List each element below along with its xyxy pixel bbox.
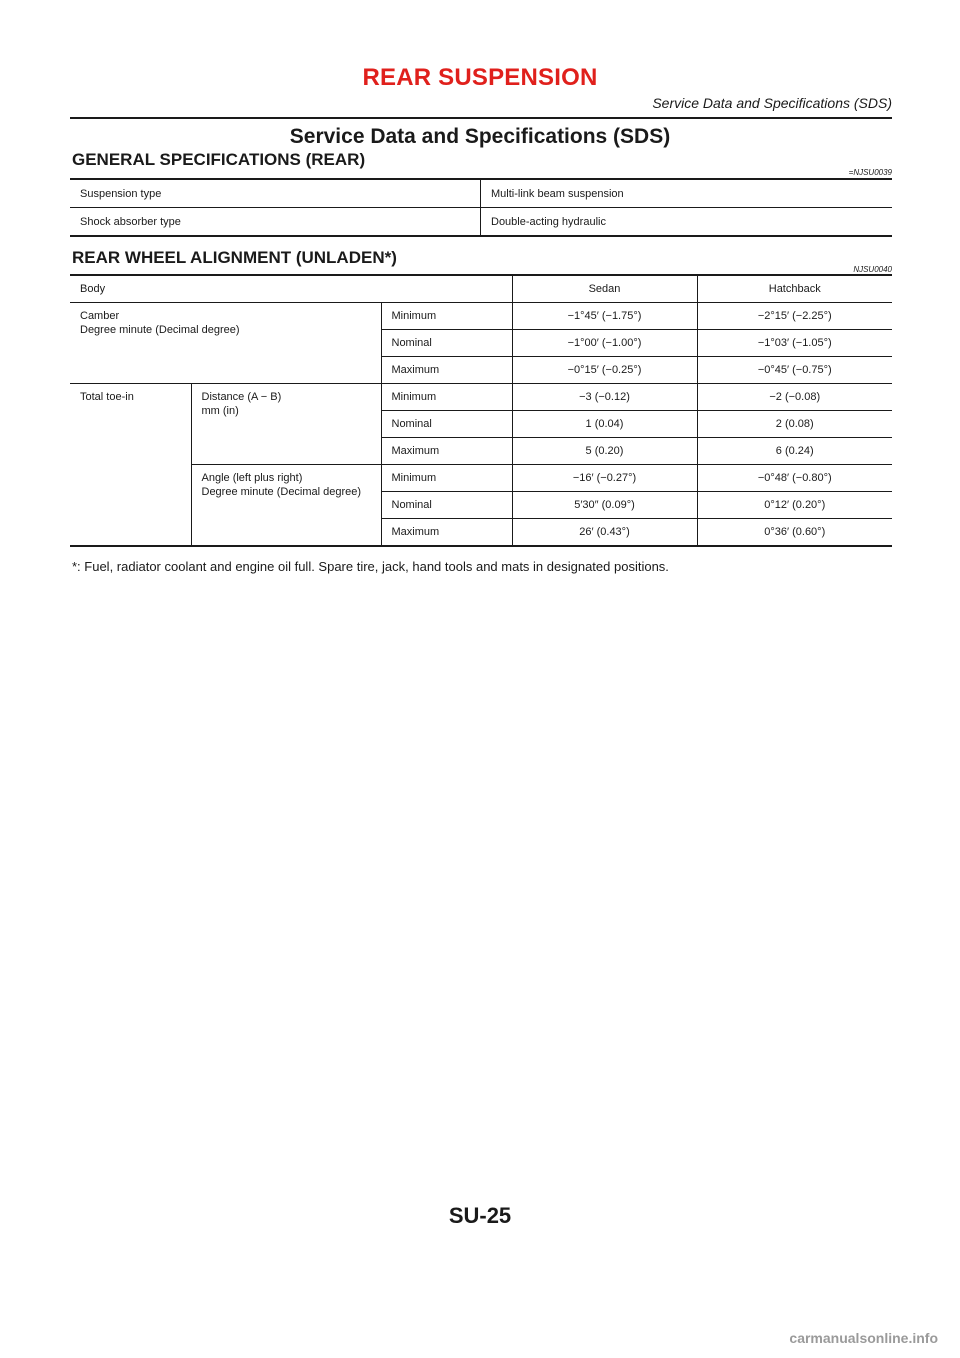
table-header-row (70, 276, 892, 303)
row-label: Nominal (381, 492, 512, 519)
row-label: Minimum (381, 303, 512, 330)
alignment-table (70, 276, 892, 547)
spec-label: Suspension type (70, 180, 481, 208)
table-row (70, 180, 892, 208)
hatchback-value: 0°36′ (0.60°) (697, 519, 892, 547)
hatchback-value: −2°15′ (−2.25°) (697, 303, 892, 330)
hatchback-value: −0°48′ (−0.80°) (697, 465, 892, 492)
table-row (70, 465, 892, 492)
row-label: Minimum (381, 465, 512, 492)
page-header-subtitle: Service Data and Specifications (SDS) (652, 95, 892, 111)
row-label: Nominal (381, 330, 512, 357)
header-divider (70, 117, 892, 119)
footnote: *: Fuel, radiator coolant and engine oil full. Spare tire, jack, hand tools and mats in designated positions. (72, 559, 669, 574)
general-specs-heading: GENERAL SPECIFICATIONS (REAR) (72, 150, 366, 169)
general-specs-table (70, 180, 892, 237)
sedan-value: −0°15′ (−0.25°) (512, 357, 697, 384)
table-row (70, 303, 892, 330)
sedan-value: −3 (−0.12) (512, 384, 697, 411)
toe-angle-label: Angle (left plus right) Degree minute (Decimal degree) (191, 465, 381, 547)
camber-label: Camber Degree minute (Decimal degree) (70, 303, 381, 384)
sedan-value: 5′30″ (0.09°) (512, 492, 697, 519)
spec-value: Multi-link beam suspension (481, 180, 893, 208)
header-sedan: Sedan (512, 276, 697, 303)
hatchback-value: 6 (0.24) (697, 438, 892, 465)
table-row (70, 384, 892, 411)
toe-distance-label: Distance (A − B) mm (in) (191, 384, 381, 465)
row-label: Maximum (381, 438, 512, 465)
sedan-value: −16′ (−0.27°) (512, 465, 697, 492)
sedan-value: 1 (0.04) (512, 411, 697, 438)
row-label: Maximum (381, 357, 512, 384)
row-label: Maximum (381, 519, 512, 547)
sedan-value: −1°00′ (−1.00°) (512, 330, 697, 357)
sedan-value: 26′ (0.43°) (512, 519, 697, 547)
alignment-code: NJSU0040 (853, 265, 892, 274)
spec-value: Double-acting hydraulic (481, 208, 893, 237)
sedan-value: −1°45′ (−1.75°) (512, 303, 697, 330)
watermark-link[interactable]: carmanualsonline.info (789, 1330, 938, 1346)
general-specs-code: =NJSU0039 (848, 168, 892, 177)
table-row (70, 208, 892, 237)
hatchback-value: 2 (0.08) (697, 411, 892, 438)
row-label: Nominal (381, 411, 512, 438)
spec-label: Shock absorber type (70, 208, 481, 237)
page-header-title: REAR SUSPENSION (362, 64, 598, 91)
sedan-value: 5 (0.20) (512, 438, 697, 465)
page-number: SU-25 (448, 1203, 512, 1228)
hatchback-value: 0°12′ (0.20°) (697, 492, 892, 519)
alignment-heading: REAR WHEEL ALIGNMENT (UNLADEN*) (72, 248, 397, 267)
hatchback-value: −1°03′ (−1.05°) (697, 330, 892, 357)
section-title: Service Data and Specifications (SDS) (289, 125, 671, 148)
header-body: Body (70, 276, 512, 303)
row-label: Minimum (381, 384, 512, 411)
hatchback-value: −0°45′ (−0.75°) (697, 357, 892, 384)
header-hatchback: Hatchback (697, 276, 892, 303)
hatchback-value: −2 (−0.08) (697, 384, 892, 411)
toe-in-label: Total toe-in (70, 384, 191, 547)
